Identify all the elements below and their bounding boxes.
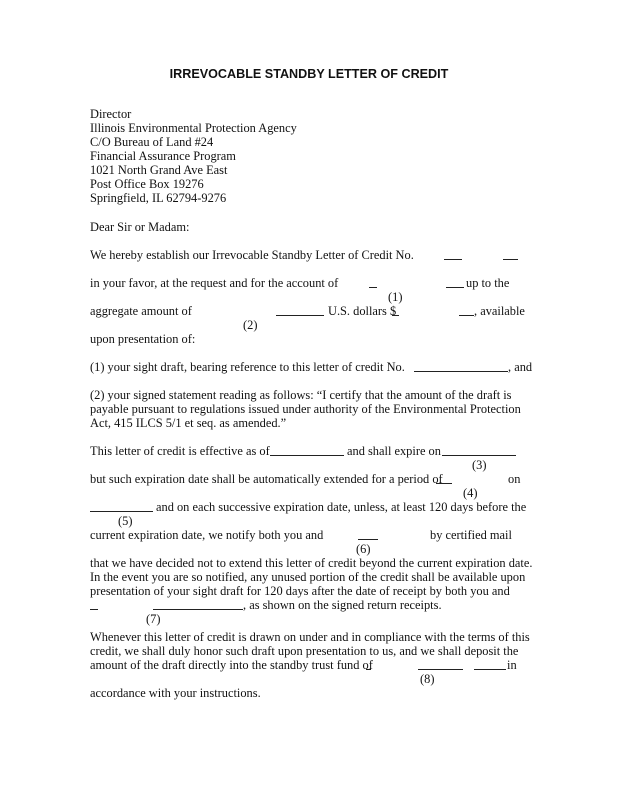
on-text: on (508, 472, 521, 486)
address-line-program: Financial Assurance Program (90, 149, 236, 163)
footnote-6: (6) (356, 542, 371, 556)
trust-fund-blank-c[interactable] (474, 669, 506, 670)
trust-fund-blank-a[interactable] (366, 669, 371, 670)
footnote-3: (3) (472, 458, 487, 472)
salutation: Dear Sir or Madam: (90, 220, 190, 234)
statement-line-3: Act, 415 ILCS 5/1 et seq. as amended.” (90, 416, 287, 430)
successive-text: and on each successive expiration date, unless, at least 120 days before the (156, 500, 527, 514)
amount-dollar-blank-b[interactable] (459, 315, 474, 316)
amount-words-blank[interactable] (276, 315, 324, 316)
address-line-bureau: C/O Bureau of Land #24 (90, 135, 214, 149)
available-text: , available (474, 304, 525, 318)
letter-number-blank-a[interactable] (444, 259, 462, 260)
trust-fund-text: amount of the draft directly into the standby trust fund of (90, 658, 373, 672)
footnote-1: (1) (388, 290, 403, 304)
notify-text: current expiration date, we notify both you and (90, 528, 324, 542)
and-text: , and (508, 360, 533, 374)
footnote-8: (8) (420, 672, 435, 686)
favor-text: in your favor, at the request and for the account of (90, 276, 339, 290)
in-text: in (507, 658, 517, 672)
honor-text: credit, we shall duly honor such draft upon presentation to us, and we shall deposit the (90, 644, 519, 658)
trust-fund-blank-b[interactable] (418, 669, 463, 670)
address-line-recipient: Director (90, 107, 132, 121)
footnote-5: (5) (118, 514, 133, 528)
up-to-text: up to the (466, 276, 510, 290)
statement-line-1: (2) your signed statement reading as follows: “I certify that the amount of the draft is (90, 388, 512, 402)
letter-number-blank-b[interactable] (503, 259, 518, 260)
us-dollars-text: U.S. dollars $ (328, 304, 397, 318)
address-line-city: Springfield, IL 62794-9276 (90, 191, 227, 205)
presentation-days-text: presentation of your sight draft for 120 days after the date of receipt by both you and (90, 584, 510, 598)
address-line-street: 1021 North Grand Ave East (90, 163, 228, 177)
footnote-2: (2) (243, 318, 258, 332)
statement-line-2: payable pursuant to regulations issued under authority of the Environmental Protection (90, 402, 521, 416)
receipt-party-blank-b[interactable] (153, 609, 243, 610)
amount-dollar-blank-a[interactable] (392, 315, 399, 316)
return-receipts-text: , as shown on the signed return receipts. (243, 598, 442, 612)
sight-draft-number-blank[interactable] (414, 371, 508, 372)
account-blank-a[interactable] (369, 287, 377, 288)
certified-mail-text: by certified mail (430, 528, 512, 542)
receipt-party-blank-a[interactable] (90, 609, 98, 610)
notify-party-blank[interactable] (358, 539, 378, 540)
expire-text: and shall expire on (347, 444, 441, 458)
document-title: IRREVOCABLE STANDBY LETTER OF CREDIT (169, 67, 449, 81)
address-line-pobox: Post Office Box 19276 (90, 177, 204, 191)
drawn-text: Whenever this letter of credit is drawn on under and in compliance with the terms of this (90, 630, 530, 644)
not-extend-text: that we have decided not to extend this letter of credit beyond the current expiration date. (90, 556, 533, 570)
footnote-7: (7) (146, 612, 161, 626)
effective-date-blank[interactable] (270, 455, 344, 456)
presentation-text: upon presentation of: (90, 332, 196, 346)
account-blank-b[interactable] (446, 287, 464, 288)
expiration-date-blank[interactable] (442, 455, 516, 456)
notified-text: In the event you are so notified, any unused portion of the credit shall be available upon (90, 570, 526, 584)
effective-text: This letter of credit is effective as of (90, 444, 270, 458)
sight-draft-text: (1) your sight draft, bearing reference to this letter of credit No. (90, 360, 405, 374)
extension-period-blank[interactable] (436, 483, 452, 484)
establish-text: We hereby establish our Irrevocable Standby Letter of Credit No. (90, 248, 414, 262)
address-line-agency: Illinois Environmental Protection Agency (90, 121, 297, 135)
extension-text: but such expiration date shall be automatically extended for a period of (90, 472, 443, 486)
aggregate-text: aggregate amount of (90, 304, 192, 318)
extension-date-blank[interactable] (90, 511, 153, 512)
footnote-4: (4) (463, 486, 478, 500)
instructions-text: accordance with your instructions. (90, 686, 261, 700)
